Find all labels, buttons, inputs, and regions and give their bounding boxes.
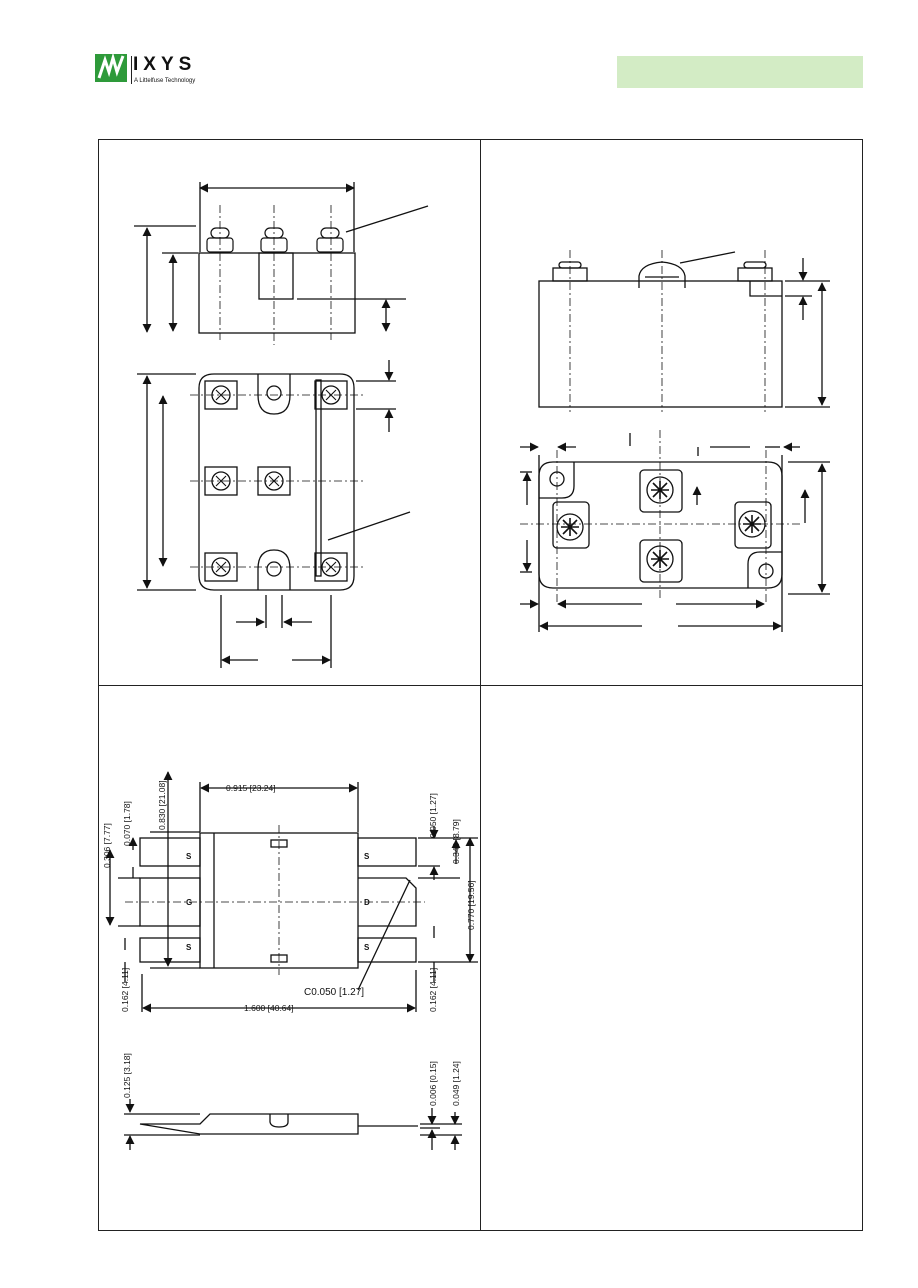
- panel-3-side-view: [124, 1099, 462, 1150]
- pin-label-s3: S: [364, 852, 370, 861]
- pin-label-s1: S: [186, 852, 192, 861]
- dim-lead-pitch-left: 0.306 [7.77]: [102, 823, 112, 868]
- panel-1-top-view: [137, 360, 410, 668]
- brand-name: IXYS: [133, 54, 197, 75]
- dim-edge-left: 0.162 [4.11]: [120, 967, 130, 1012]
- dim-lead-span-right: 0.346 [8.79]: [451, 819, 461, 864]
- panel-2-side-view: [539, 250, 830, 412]
- dim-edge-right: 0.162 [4.11]: [428, 967, 438, 1012]
- dim-side-height: 0.125 [3.18]: [122, 1053, 132, 1098]
- dim-height: 0.830 [21.08]: [157, 780, 167, 830]
- panel-2-top-view: [520, 430, 830, 632]
- dim-width: 0.915 [23.24]: [226, 783, 276, 793]
- dim-overall-length: 1.600 [40.64]: [244, 1003, 294, 1013]
- dim-standoff: 0.049 [1.24]: [451, 1061, 461, 1106]
- pin-label-d: D: [364, 898, 370, 907]
- pin-label-s2: S: [186, 943, 192, 952]
- pin-label-g: G: [186, 898, 193, 907]
- dim-tab-len: 0.070 [1.78]: [122, 801, 132, 846]
- panel-1-front-view: [134, 182, 428, 345]
- dim-lead-thickness: 0.006 [0.15]: [428, 1061, 438, 1106]
- dim-body-height-right: 0.770 [19.56]: [466, 880, 476, 930]
- brand-tagline: A Littelfuse Technology: [134, 78, 196, 84]
- dim-chamfer: C0.050 [1.27]: [304, 987, 365, 998]
- pin-label-s4: S: [364, 943, 370, 952]
- dim-lead-width-right: 0.050 [1.27]: [428, 793, 438, 838]
